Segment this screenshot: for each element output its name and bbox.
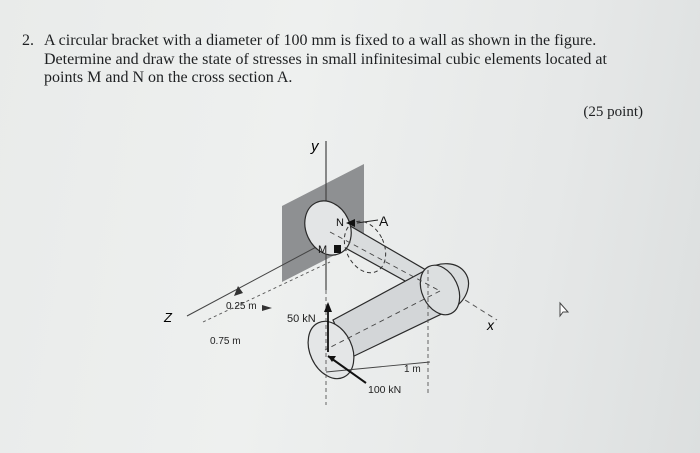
problem-number: 2. xyxy=(22,32,34,49)
section-a-label: A xyxy=(379,213,389,229)
y-axis-label: y xyxy=(311,138,319,155)
x-axis-label: x xyxy=(487,317,494,333)
load-100-label: 100 kN xyxy=(368,384,402,396)
dimension-025-arrow xyxy=(262,305,272,311)
load-50-label: 50 kN xyxy=(287,313,316,325)
dimension-025-label: 0.25 m xyxy=(226,301,257,312)
z-axis-label: Z xyxy=(164,310,172,325)
problem-line-1: A circular bracket with a diameter of 100 mm is fixed to a wall as shown in the figure. xyxy=(44,32,597,49)
cursor-icon xyxy=(560,303,568,316)
dimension-075-arrow-left xyxy=(234,286,243,296)
points-label: (25 point) xyxy=(583,104,643,120)
problem-line-3: points M and N on the cross section A. xyxy=(44,69,293,86)
problem-line-2: Determine and draw the state of stresses in small infinitesimal cubic elements located at xyxy=(44,50,607,68)
point-m-marker xyxy=(334,245,341,253)
load-50-arrowhead xyxy=(324,302,332,312)
dimension-075-label: 0.75 m xyxy=(210,336,241,347)
point-m-label: M xyxy=(318,244,328,256)
point-n-label: N xyxy=(336,217,344,229)
dimension-1m-label: 1 m xyxy=(404,364,421,375)
